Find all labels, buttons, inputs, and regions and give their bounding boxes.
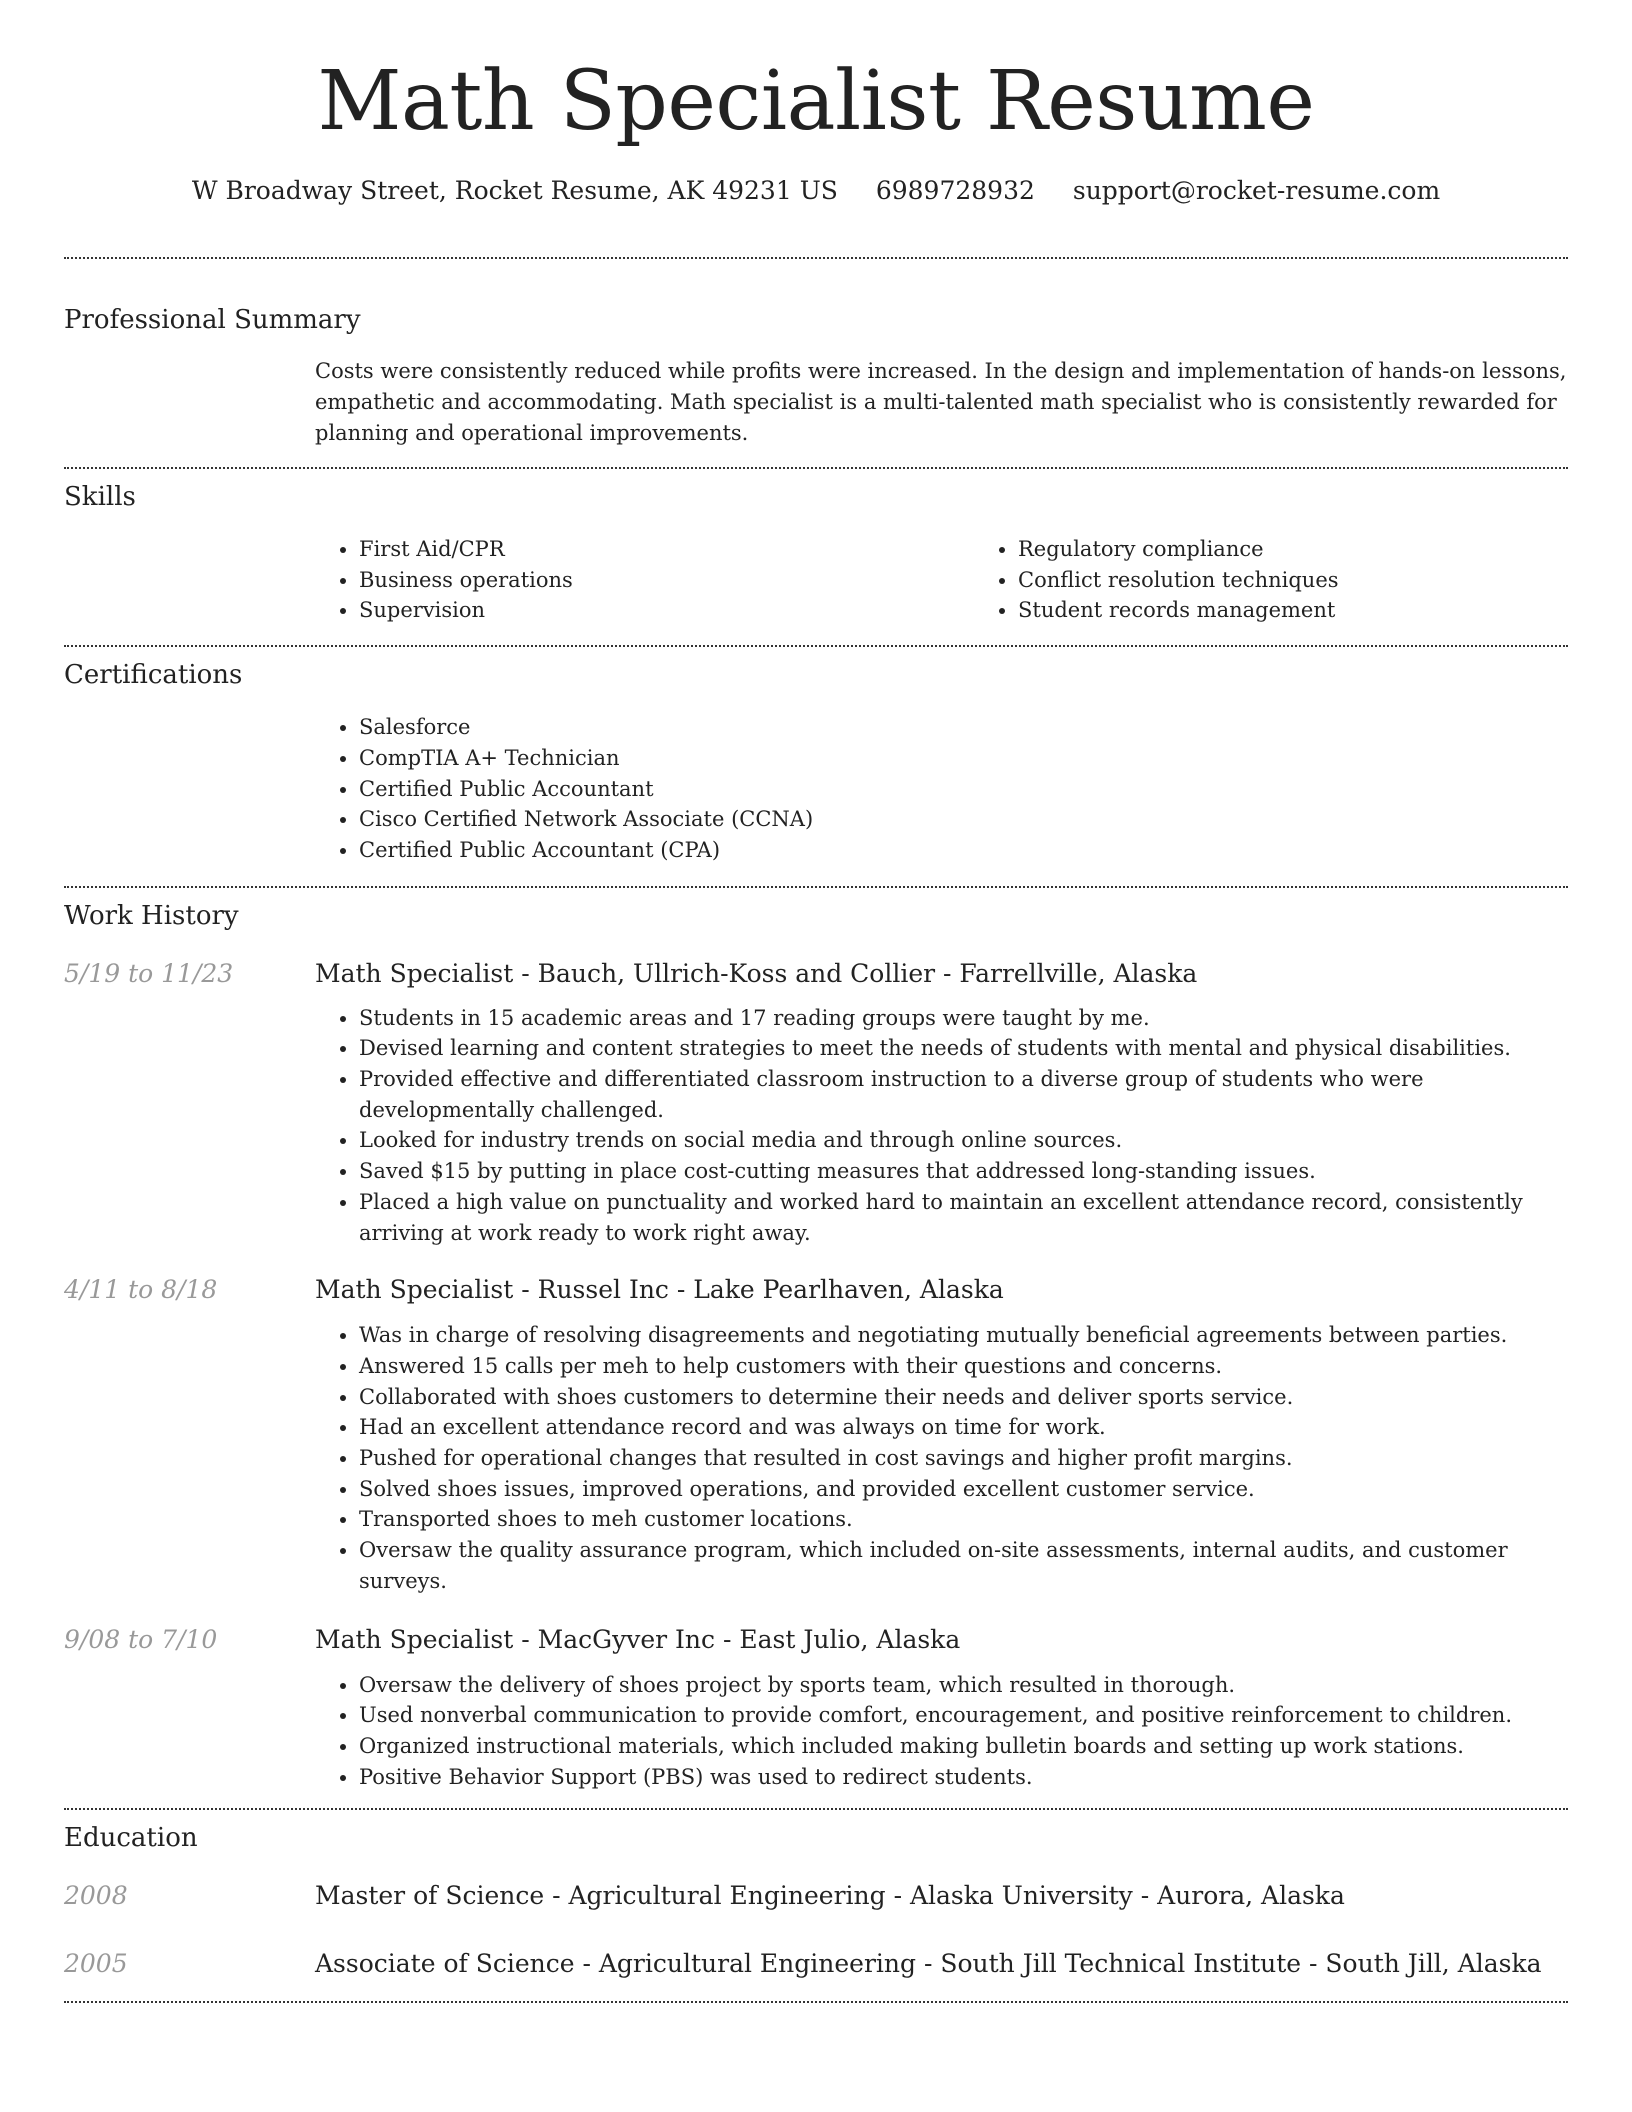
list-item: • CompTIA A+ Technician (359, 743, 1568, 774)
list-item: • Pushed for operational changes that resulted in cost savings and higher profit margins. (359, 1443, 1568, 1474)
job-title: Math Specialist - Bauch, Ullrich-Koss and Collier - Farrellville, Alaska (315, 958, 1198, 988)
job-dates: 4/11 to 8/18 (64, 1275, 218, 1305)
list-item: • Collaborated with shoes customers to determine their needs and deliver sports service. (359, 1382, 1568, 1413)
list-item: • Was in charge of resolving disagreements and negotiating mutually beneficial agreements between parties. (359, 1320, 1568, 1351)
list-item: • Saved $15 by putting in place cost-cutting measures that addressed long-standing issues. (359, 1156, 1568, 1187)
job-bullets (315, 1670, 1568, 1793)
education-year: 2005 (64, 1949, 128, 1979)
education-entry (64, 1879, 1568, 1913)
list-item: • Oversaw the delivery of shoes project by sports team, which resulted in thorough. (359, 1670, 1568, 1701)
divider (64, 2001, 1568, 2003)
section-heading-certifications: Certifications (64, 660, 243, 691)
list-item: • Regulatory compliance (1018, 534, 1632, 565)
summary-text: Costs were consistently reduced while profits were increased. In the design and implementation of hands-on lessons, empathetic and accommodating. Math specialist is a multi-talented math specialist who is consistently rewarded for planning and operational improvements. (315, 359, 1567, 445)
job-dates: 5/19 to 11/23 (64, 958, 234, 988)
list-item: • Business operations (359, 565, 974, 596)
resume-header (0, 0, 1632, 208)
list-item: • Devised learning and content strategies to meet the needs of students with mental and physical disabilities. (359, 1033, 1568, 1064)
list-item: • Placed a high value on punctuality and worked hard to maintain an excellent attendance record, consistently arriving at work ready to work right away. (359, 1187, 1568, 1248)
contact-line (0, 174, 1632, 208)
list-item: • Conflict resolution techniques (1018, 565, 1632, 596)
list-item: • Salesforce (359, 712, 1568, 743)
job-body (315, 1273, 1568, 1596)
address-text: W Broadway Street, Rocket Resume, AK 49231 US (191, 176, 838, 205)
list-item: • Had an excellent attendance record and was always on time for work. (359, 1412, 1568, 1443)
skills-list-left (315, 534, 974, 626)
job-body (315, 1623, 1568, 1793)
list-item: • First Aid/CPR (359, 534, 974, 565)
list-item: • Used nonverbal communication to provide comfort, encouragement, and positive reinforcement to children. (359, 1700, 1568, 1731)
summary-section (64, 259, 1568, 449)
work-history-section (64, 888, 1568, 1793)
education-year: 2008 (64, 1881, 128, 1911)
list-item: • Cisco Certified Network Associate (CCNA) (359, 804, 1568, 835)
job-entry (64, 957, 1568, 1249)
list-item: • Students in 15 academic areas and 17 reading groups were taught by me. (359, 1003, 1568, 1034)
list-item: • Certified Public Accountant (359, 774, 1568, 805)
list-item: • Provided effective and differentiated classroom instruction to a diverse group of students who were developmentally challenged. (359, 1064, 1568, 1125)
list-item: • Solved shoes issues, improved operations, and provided excellent customer service. (359, 1474, 1568, 1505)
list-item: • Answered 15 calls per meh to help customers with their questions and concerns. (359, 1351, 1568, 1382)
education-detail: Associate of Science - Agricultural Engineering - South Jill Technical Institute - South Jill, Alaska (315, 1949, 1542, 1979)
list-item: • Supervision (359, 595, 974, 626)
phone-text: 6989728932 (875, 176, 1035, 205)
section-heading-work-history: Work History (64, 900, 239, 931)
certifications-list (315, 712, 1568, 866)
section-heading-summary: Professional Summary (64, 305, 361, 335)
job-dates: 9/08 to 7/10 (64, 1624, 218, 1654)
email-link[interactable]: support@rocket-resume.com (1072, 176, 1441, 205)
job-bullets (315, 1320, 1568, 1596)
job-entry (64, 1273, 1568, 1596)
skills-list-right (974, 534, 1632, 626)
page-title: Math Specialist Resume (317, 54, 1315, 149)
section-heading-skills: Skills (64, 482, 136, 512)
education-section (64, 1810, 1568, 1981)
list-item: • Transported shoes to meh customer locations. (359, 1504, 1568, 1535)
job-title: Math Specialist - Russel Inc - Lake Pearlhaven, Alaska (315, 1275, 1004, 1305)
job-title: Math Specialist - MacGyver Inc - East Julio, Alaska (315, 1624, 961, 1654)
list-item: • Organized instructional materials, which included making bulletin boards and setting up work stations. (359, 1731, 1568, 1762)
certifications-body (315, 712, 1568, 866)
job-body (315, 957, 1568, 1249)
job-bullets (315, 1003, 1568, 1249)
list-item: • Certified Public Accountant (CPA) (359, 835, 1568, 866)
list-item: • Looked for industry trends on social media and through online sources. (359, 1125, 1568, 1156)
job-entry (64, 1623, 1568, 1793)
skills-grid (315, 534, 1568, 626)
list-item: • Student records management (1018, 595, 1632, 626)
education-detail: Master of Science - Agricultural Engineering - Alaska University - Aurora, Alaska (315, 1881, 1345, 1911)
list-item: • Positive Behavior Support (PBS) was used to redirect students. (359, 1762, 1568, 1793)
section-heading-education: Education (64, 1823, 198, 1854)
skills-section (64, 469, 1568, 626)
list-item: • Oversaw the quality assurance program, which included on-site assessments, internal audits, and customer surveys. (359, 1535, 1568, 1596)
certifications-section (64, 647, 1568, 866)
education-entry (64, 1947, 1568, 1981)
